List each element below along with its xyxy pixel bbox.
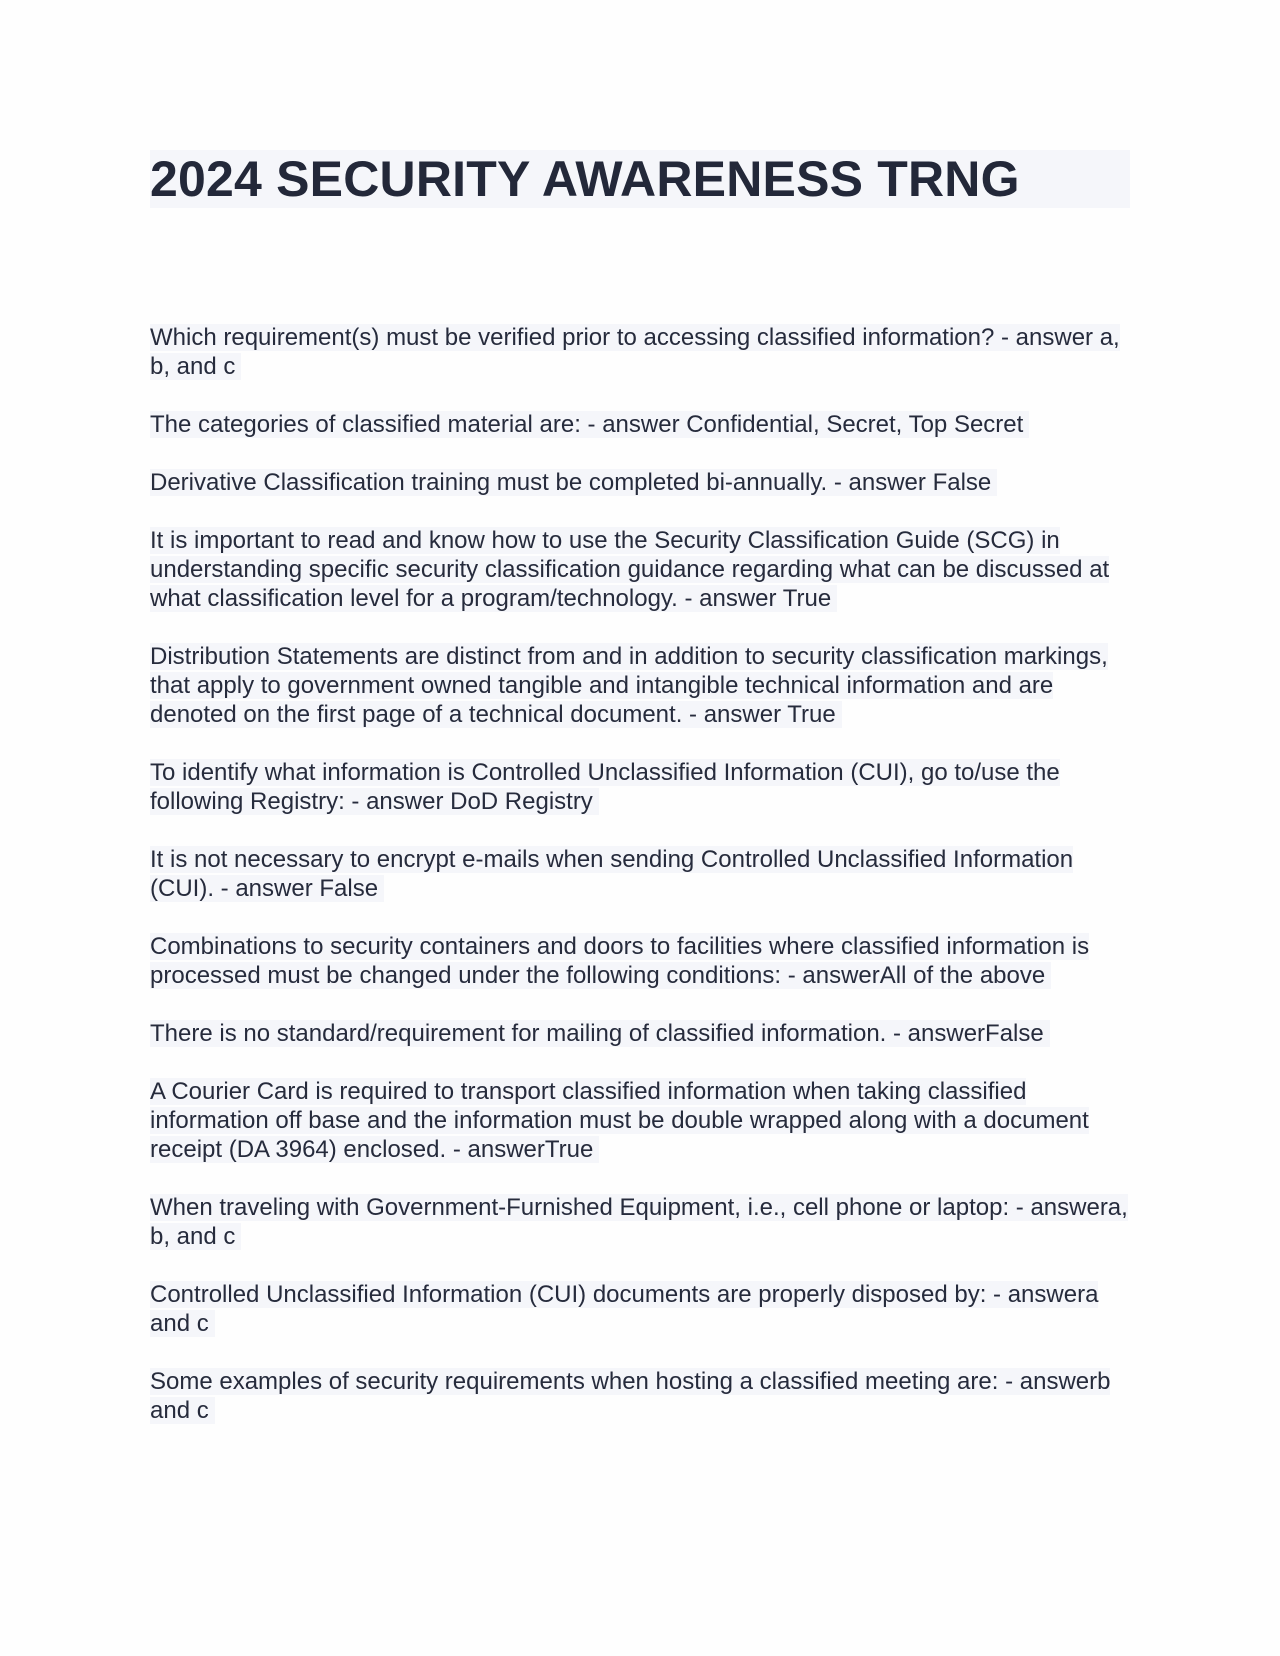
- qa-item: [150, 845, 1130, 903]
- qa-list: [150, 323, 1130, 1454]
- qa-text: Derivative Classification training must be completed bi-annually. - answer False: [150, 469, 997, 496]
- qa-item: [150, 468, 1130, 497]
- qa-item: [150, 758, 1130, 816]
- qa-item: [150, 323, 1130, 381]
- qa-text: Which requirement(s) must be verified prior to accessing classified information? - answer a, b, and c: [150, 324, 1120, 380]
- qa-text: To identify what information is Controlled Unclassified Information (CUI), go to/use the following Registry: - answer DoD Registry: [150, 759, 1060, 815]
- qa-item: [150, 1019, 1130, 1048]
- qa-text: When traveling with Government-Furnished Equipment, i.e., cell phone or laptop: - answera, b, and c: [150, 1194, 1128, 1250]
- qa-text: Distribution Statements are distinct from and in addition to security classification markings, that apply to government owned tangible and intangible technical information and are denoted on the first page of a technical document. - answer True: [150, 643, 1108, 728]
- qa-text: It is important to read and know how to use the Security Classification Guide (SCG) in understanding specific security classification guidance regarding what can be discussed at what classification level for a program/technology. - answer True: [150, 527, 1110, 612]
- qa-item: [150, 410, 1130, 439]
- qa-item: [150, 1367, 1130, 1425]
- qa-item: [150, 1077, 1130, 1164]
- document-title: 2024 SECURITY AWARENESS TRNG: [150, 151, 1020, 207]
- qa-text: Some examples of security requirements when hosting a classified meeting are: - answerb and c: [150, 1368, 1111, 1424]
- qa-item: [150, 1193, 1130, 1251]
- qa-text: Combinations to security containers and doors to facilities where classified information is processed must be changed under the following conditions: - answerAll of the above: [150, 933, 1090, 989]
- qa-text: The categories of classified material are: - answer Confidential, Secret, Top Secret: [150, 411, 1029, 438]
- title-block: [150, 150, 1130, 208]
- qa-item: [150, 526, 1130, 613]
- qa-text: It is not necessary to encrypt e-mails when sending Controlled Unclassified Information (CUI). - answer False: [150, 846, 1074, 902]
- qa-text: Controlled Unclassified Information (CUI) documents are properly disposed by: - answera and c: [150, 1281, 1099, 1337]
- qa-item: [150, 1280, 1130, 1338]
- qa-item: [150, 642, 1130, 729]
- qa-text: A Courier Card is required to transport classified information when taking classified information off base and the information must be double wrapped along with a document receipt (DA 3964) enclosed. - answerTrue: [150, 1078, 1089, 1163]
- qa-text: There is no standard/requirement for mailing of classified information. - answerFalse: [150, 1020, 1050, 1047]
- qa-item: [150, 932, 1130, 990]
